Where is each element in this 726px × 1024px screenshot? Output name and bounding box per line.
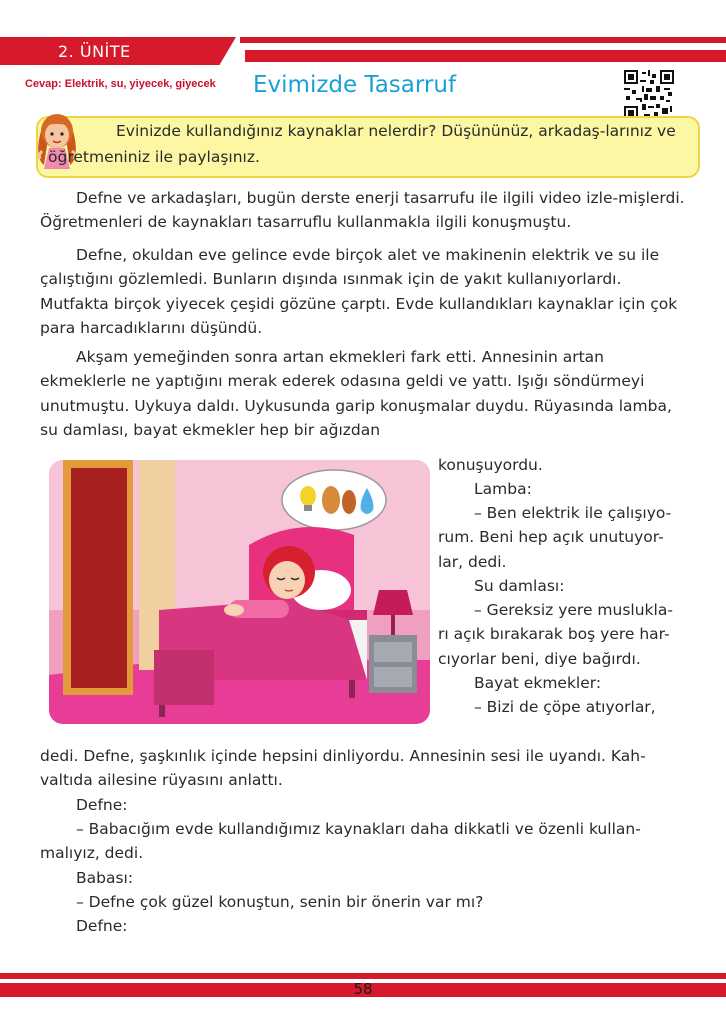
side-line: Lamba: <box>474 480 532 498</box>
qr-code-icon[interactable] <box>624 70 674 120</box>
side-line: cıyorlar beni, diye bağırdı. <box>438 650 641 668</box>
paragraph-1: Defne ve arkadaşları, bugün derste enerji tasarrufu ile ilgili video izle-mişlerdi. Öğretmenleri de kaynakları tasarruflu kullanmakla ilgili konuşmuştu. <box>40 189 685 232</box>
paragraph-3: Akşam yemeğinden sonra artan ekmekleri fark etti. Annesinin artan ekmeklerle ne yaptığını merak ederek odasına geldi ve yattı. Işığı söndürmeyi unutmuştu. Uykuya daldı. Uykusunda garip konuşmalar duydu. Rüyasında lamba, su damlası, bayat ekmekler hep bir ağızdan <box>40 348 672 439</box>
header-stripe <box>245 50 726 62</box>
page-number: 58 <box>353 980 373 998</box>
dialogue-line: Defne: <box>76 796 128 814</box>
dialogue-line: Babası: <box>76 869 134 887</box>
bedroom-dream-illustration <box>49 460 430 724</box>
page-title: Evimizde Tasarruf <box>253 72 457 98</box>
side-line: konuşuyordu. <box>438 456 543 474</box>
side-line: – Gereksiz yere muslukla- <box>474 601 673 619</box>
question-text: Evinizde kullandığınız kaynaklar nelerdir? Düşününüz, arkadaş-larınız ve öğretmeniniz ile paylaşınız. <box>48 122 676 166</box>
side-line: – Bizi de çöpe atıyorlar, <box>474 698 656 716</box>
dialogue-line: – Defne çok güzel konuştun, senin bir önerin var mı? <box>76 893 484 911</box>
footer-stripe-top <box>0 973 726 979</box>
paragraph-4: dedi. Defne, şaşkınlık içinde hepsini dinliyordu. Annesinin sesi ile uyandı. Kah-valtıda ailesine rüyasını anlattı. <box>40 747 646 790</box>
side-line: – Ben elektrik ile çalışıyo- <box>474 504 672 522</box>
dialogue-line: Defne: <box>76 917 128 935</box>
paragraph-2: Defne, okuldan eve gelince evde birçok alet ve makinenin elektrik ve su ile çalıştığını gözlemledi. Bunların dışında ısınmak için de yakıt kullanıyorlardı. Mutfakta birçok yiyecek çeşidi gözüne çarptı. Evde kullandıkları kaynaklar için çok para harcadıklarını düşündü. <box>40 246 678 337</box>
side-line: lar, dedi. <box>438 553 507 571</box>
dialogue-line: – Babacığım evde kullandığımız kaynakları daha dikkatli ve özenli kullan-malıyız, dedi. <box>40 820 641 863</box>
side-line: Bayat ekmekler: <box>474 674 602 692</box>
answer-note: Cevap: Elektrik, su, yiyecek, giyecek <box>25 78 216 90</box>
side-line: Su damlası: <box>474 577 565 595</box>
side-line: rı açık bırakarak boş yere har- <box>438 625 670 643</box>
header-stripe-top <box>240 37 726 43</box>
side-line: rum. Beni hep açık unutuyor- <box>438 528 664 546</box>
unit-label: 2. ÜNİTE <box>58 42 131 61</box>
